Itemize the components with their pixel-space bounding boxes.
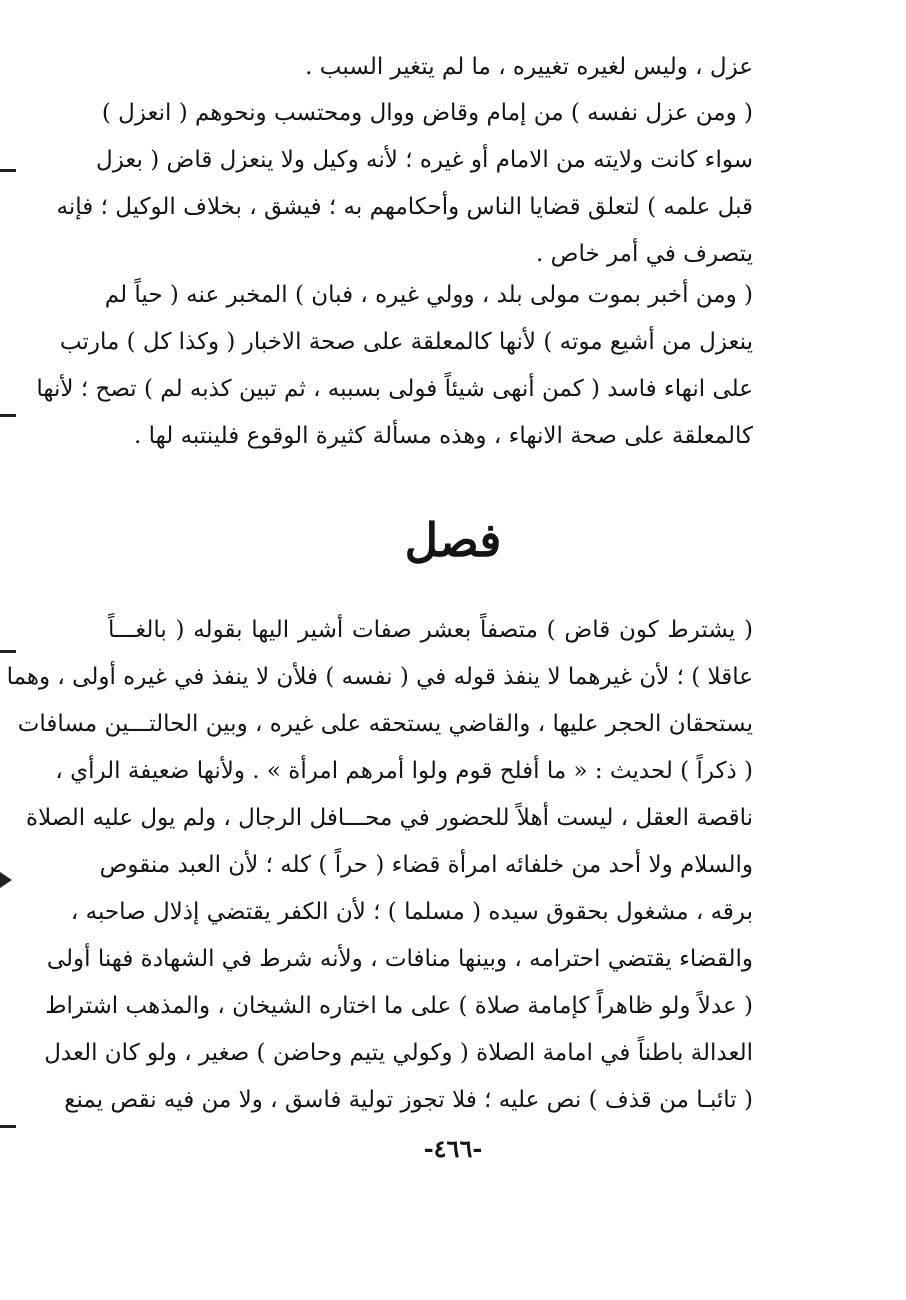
- paragraph-1: [108, 44, 753, 91]
- paragraph-2: [56, 90, 753, 278]
- text-line: ( ومن عزل نفسه ) من إمام وقاض ووال ومحتسب ونحوهم ( انعزل ): [101, 100, 753, 126]
- text-line: ينعزل من أشيع موته ) لأنها كالمعلقة على صحة الاخبار ( وكذا كل ) مارتب: [59, 329, 753, 355]
- text-line: ( تائبـا من قذف ) نص عليه ؛ فلا تجوز تولية فاسق ، ولا من فيه نقص يمنع: [64, 1087, 753, 1113]
- page-number: -٤٦٦-: [423, 1134, 483, 1163]
- text-line: يتصرف في أمر خاص .: [536, 241, 753, 267]
- margin-tick: [0, 650, 16, 653]
- text-line: ( يشترط كون قاض ) متصفاً بعشر صفات أشير اليها بقوله ( بالغـــاً: [108, 617, 753, 643]
- margin-tick: [0, 169, 16, 172]
- text-line: ( ومن أخبر بموت مولى بلد ، وولي غيره ، فبان ) المخبر عنه ( حياً لم: [104, 282, 753, 308]
- text-line: ناقصة العقل ، ليست أهلاً للحضور في محـــافل الرجال ، ولم يول عليه الصلاة: [26, 805, 753, 831]
- margin-tick: [0, 1125, 16, 1128]
- text-line: ( ذكراً ) لحديث : « ما أفلح قوم ولوا أمرهم امرأة » . ولأنها ضعيفة الرأي ،: [55, 758, 753, 784]
- paragraph-3: [36, 272, 753, 460]
- text-line: يستحقان الحجر عليها ، والقاضي يستحقه على غيره ، وبين الحالتـــين مسافات: [17, 711, 753, 737]
- text-line: على انهاء فاسد ( كمن أنهى شيئاً فولى بسببه ، ثم تبين كذبه لم ) تصح ؛ لأنها: [36, 376, 753, 402]
- margin-arrow: [0, 872, 12, 888]
- text-line: والسلام ولا أحد من خلفائه امرأة قضاء ( حراً ) كله ؛ لأن العبد منقوص: [99, 852, 753, 878]
- text-line: قبل علمه ) لتعلق قضايا الناس وأحكامهم به ؛ فيشق ، بخلاف الوكيل ؛ فإنه: [56, 194, 753, 220]
- paragraph-4: [6, 607, 753, 1124]
- text-line: العدالة باطناً في امامة الصلاة ( وكولي يتيم وحاضن ) صغير ، ولو كان العدل: [44, 1040, 753, 1066]
- text-line: عاقلا ) ؛ لأن غيرهما لا ينفذ قوله في ( نفسه ) فلأن لا ينفذ في غيره أولى ، وهما: [6, 664, 753, 690]
- text-line: والقضاء يقتضي احترامه ، وبينها منافات ، ولأنه شرط في الشهادة فهنا أولى: [46, 946, 753, 972]
- margin-tick: [0, 414, 16, 417]
- text-line: ( عدلاً ولو ظاهراً كإمامة صلاة ) على ما اختاره الشيخان ، والمذهب اشتراط: [45, 993, 753, 1019]
- text-line: برقه ، مشغول بحقوق سيده ( مسلما ) ؛ لأن الكفر يقتضي إذلال صاحبه ،: [70, 899, 753, 925]
- text-line: كالمعلقة على صحة الانهاء ، وهذه مسألة كثيرة الوقوع فلينتبه لها .: [134, 423, 753, 449]
- text-line: عزل ، وليس لغيره تغييره ، ما لم يتغير السبب .: [305, 54, 753, 80]
- text-line: سواء كانت ولايته من الامام أو غيره ؛ لأنه وكيل ولا ينعزل قاض ( بعزل: [96, 147, 753, 173]
- section-heading: فصل: [404, 513, 502, 567]
